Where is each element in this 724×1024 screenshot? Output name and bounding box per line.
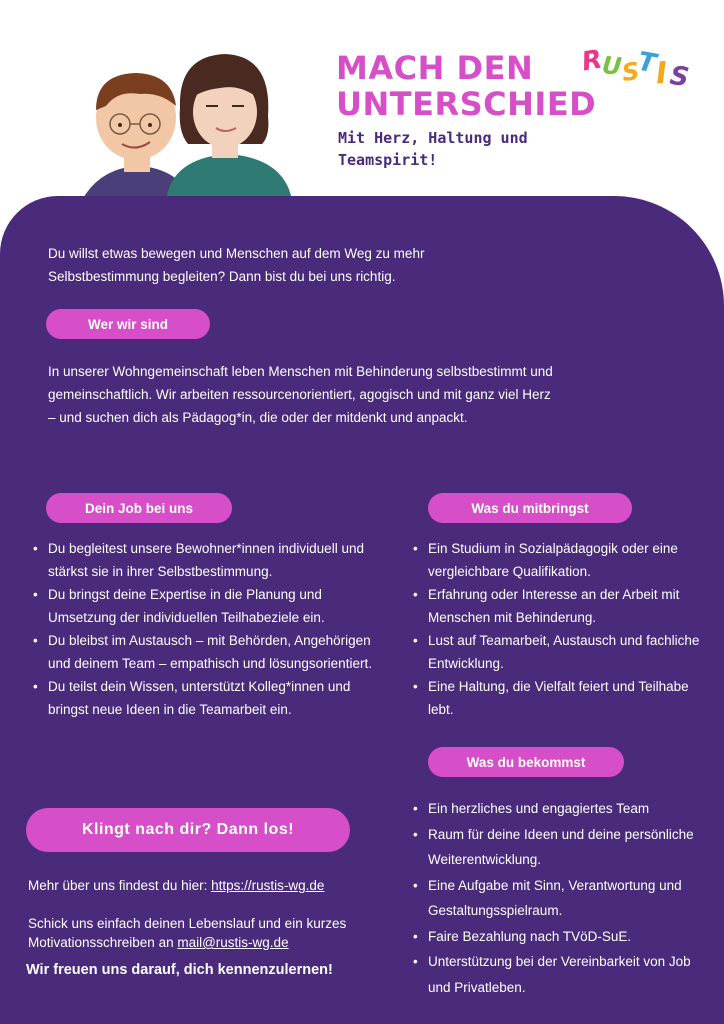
get-list [410, 796, 704, 1000]
heading-who-we-are: Wer wir sind [46, 309, 210, 339]
cta-banner: Klingt nach dir? Dann los! [26, 808, 350, 852]
heading-what-you-get: Was du bekommst [428, 747, 624, 777]
closing-text: Wir freuen uns darauf, dich kennenzulernen! [26, 962, 333, 978]
list-item: • Du bleibst im Austausch – mit Behörden, Angehörigen und deinem Team – empathisch und lösungsorientiert. [30, 629, 376, 675]
list-item: • Lust auf Teamarbeit, Austausch und fachliche Entwicklung. [410, 629, 704, 675]
heading-your-job: Dein Job bei uns [46, 493, 232, 523]
apply-text [28, 914, 400, 952]
more-info-text [28, 876, 388, 895]
list-item: • Du teilst dein Wissen, unterstützt Kolleg*innen und bringst neue Ideen in die Teamarbeit ein. [30, 675, 376, 721]
logo-letter: S [668, 60, 691, 94]
more-info-prefix: Mehr über uns findest du hier: [28, 878, 212, 893]
rustis-logo [580, 40, 690, 102]
logo-letter: R [579, 44, 605, 78]
list-item: • Erfahrung oder Interesse an der Arbeit mit Menschen mit Behinderung. [410, 583, 704, 629]
bring-list [410, 537, 704, 721]
list-item: • Ein herzliches und engagiertes Team [410, 796, 704, 822]
list-item: • Du bringst deine Expertise in die Planung und Umsetzung der individuellen Teilhabeziele ein. [30, 583, 376, 629]
list-item: • Unterstützung bei der Vereinbarkeit von Job und Privatleben. [410, 949, 704, 1000]
intro-text: Du willst etwas bewegen und Menschen auf dem Weg zu mehr Selbstbestimmung begleiten? Dann bist du bei uns richtig. [48, 246, 425, 284]
headline-line-1: MACH DEN [336, 49, 534, 87]
list-item: • Raum für deine Ideen und deine persönliche Weiterentwicklung. [410, 822, 704, 873]
list-item: • Du begleitest unsere Bewohner*innen individuell und stärkst sie in ihrer Selbstbestimmung. [30, 537, 376, 583]
subline: Mit Herz, Haltung und Teamspirit! [338, 129, 528, 169]
email-link[interactable]: mail@rustis-wg.de [177, 935, 289, 950]
list-item: • Eine Aufgabe mit Sinn, Verantwortung und Gestaltungsspielraum. [410, 873, 704, 924]
logo-letter: T [635, 46, 659, 80]
list-item: • Ein Studium in Sozialpädagogik oder eine vergleichbare Qualifikation. [410, 537, 704, 583]
website-link[interactable]: https://rustis-wg.de [211, 878, 325, 893]
headline-line-2: UNTERSCHIED [336, 85, 597, 123]
logo-letter: I [654, 55, 669, 92]
list-item: • Eine Haltung, die Vielfalt feiert und Teilhabe lebt. [410, 675, 704, 721]
logo-letter: S [620, 56, 642, 88]
people-illustration [60, 40, 310, 210]
job-list [30, 537, 376, 721]
header [0, 0, 724, 205]
apply-prefix: Schick uns einfach deinen Lebenslauf und ein kurzes Motivationsschreiben an [28, 916, 347, 950]
list-item: • Faire Bezahlung nach TVöD-SuE. [410, 924, 704, 950]
heading-what-you-bring: Was du mitbringst [428, 493, 632, 523]
logo-letter: U [600, 51, 623, 81]
who-we-are-text: In unserer Wohngemeinschaft leben Menschen mit Behinderung selbstbestimmt und gemeinschaftlich. Wir arbeiten ressourcenorientiert, agogisch und mit ganz viel Herz – und suchen dich als Pädagog*in, die oder der mitdenkt und anpackt. [48, 364, 553, 425]
headline [336, 50, 596, 122]
